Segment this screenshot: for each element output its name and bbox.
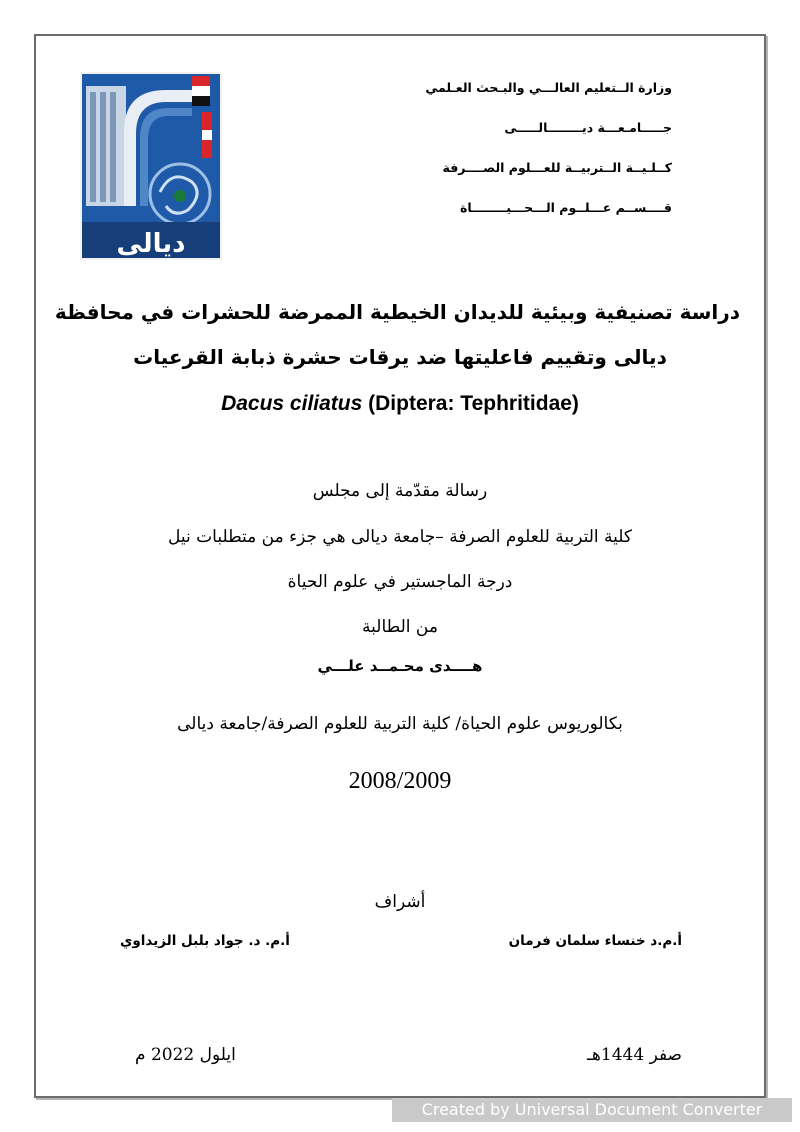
supervisor-1: أ.م.د خنساء سلمان فرمان [508,933,682,949]
supervision-label: أشراف [374,892,426,912]
diyala-seal-icon [80,72,222,260]
thesis-title-line-2: ديالى وتقييم فاعليتها ضد يرقات حشرة ذبابة القرعيات [133,345,667,369]
converter-watermark: Created by Universal Document Converter [392,1098,792,1122]
species-name: Dacus ciliatus [221,392,363,415]
degree-line: درجة الماجستير في علوم الحياة [287,572,513,592]
thesis-title-line-1: دراسة تصنيفية وبيئية للديدان الخيطية الممرضة للحشرات في محافظة [54,300,740,324]
svg-text:ديالى: ديالى [116,229,186,259]
ministry-line: وزارة الــتعليم العالـــي والبـحث العـلمي [425,80,672,95]
supervisor-2: أ.م. د. جواد بلبل الزيداوي [120,933,290,949]
taxonomy: (Diptera: Tephritidae) [362,392,579,415]
by-student-line: من الطالبة [362,617,438,637]
thesis-title-latin [60,392,740,416]
college-line: كــلـيــة الــتربيــة للعـــلوم الصــــرفة [442,160,672,175]
bachelor-line: بكالوريوس علوم الحياة/ كلية التربية للعلوم الصرفة/جامعة ديالى [177,714,623,734]
student-name: هــــدى محـمــد علـــي [317,657,483,675]
gregorian-date: ايلول 2022 م [135,1045,236,1065]
submitted-to-line: رسالة مقدّمة إلى مجلس [312,481,488,501]
department-line: قــــســم عـــلــوم الـــحـــيــــــــاة [459,200,672,215]
hijri-date: صفر 1444هـ [586,1045,682,1065]
university-line: جـــــامـعـــة ديــــــــالـــــى [504,120,672,135]
academic-year: 2008/2009 [348,768,452,794]
university-logo [80,72,222,260]
college-requirement-line: كلية التربية للعلوم الصرفة –جامعة ديالى هي جزء من متطلبات نيل [168,527,632,547]
